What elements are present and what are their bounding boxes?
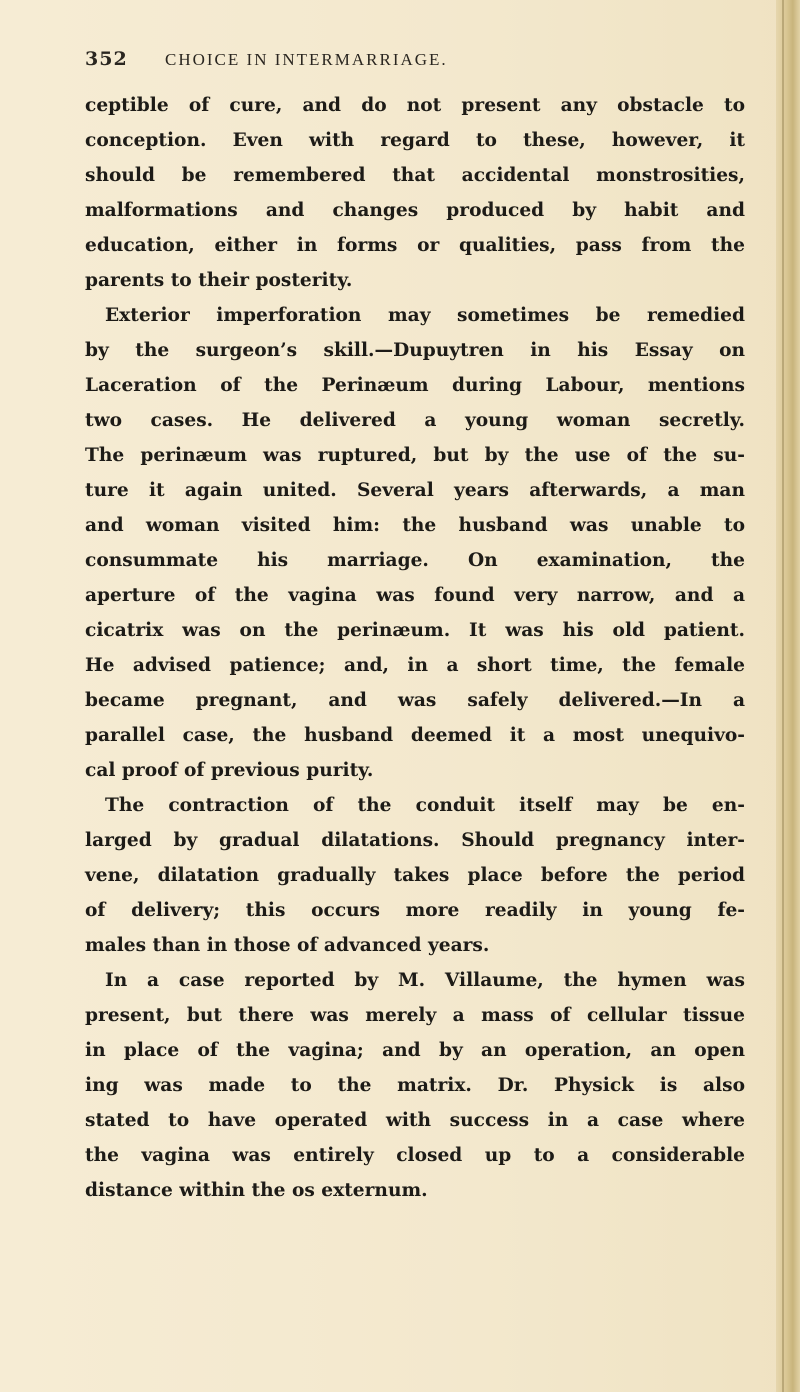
text-line: present, but there was merely a mass of cellular tissue <box>85 1005 745 1026</box>
running-head: CHOICE IN INTERMARRIAGE. <box>165 50 448 69</box>
text-line: cicatrix was on the perinæum. It was his old patient. <box>85 620 745 641</box>
page-edge <box>776 0 800 1392</box>
text-line: in place of the vagina; and by an operation, an open <box>85 1040 745 1061</box>
text-line: and woman visited him: the husband was unable to <box>85 515 745 536</box>
page-fold-line <box>782 0 784 1392</box>
text-line: In a case reported by M. Villaume, the hymen was <box>105 970 745 991</box>
text-line: The contraction of the conduit itself may be en- <box>105 795 745 816</box>
text-line: consummate his marriage. On examination, the <box>85 550 745 571</box>
text-line: should be remembered that accidental monstrosities, <box>85 165 745 186</box>
text-line: two cases. He delivered a young woman secretly. <box>85 410 745 431</box>
text-line: distance within the os externum. <box>85 1180 428 1201</box>
text-line: parents to their posterity. <box>85 270 353 291</box>
text-line: education, either in forms or qualities, pass from the <box>85 235 745 256</box>
text-line: stated to have operated with success in a case where <box>85 1110 745 1131</box>
body-text <box>85 88 745 1208</box>
text-line: cal proof of previous purity. <box>85 760 374 781</box>
text-line: ture it again united. Several years afterwards, a man <box>85 480 745 501</box>
page-header <box>85 48 745 78</box>
text-line: The perinæum was ruptured, but by the use of the su- <box>85 445 745 466</box>
text-line: ing was made to the matrix. Dr. Physick is also <box>85 1075 745 1096</box>
text-line: conception. Even with regard to these, however, it <box>85 130 745 151</box>
text-line: parallel case, the husband deemed it a most unequivo- <box>85 725 745 746</box>
text-line: aperture of the vagina was found very narrow, and a <box>85 585 745 606</box>
text-line: He advised patience; and, in a short time, the female <box>85 655 745 676</box>
text-line: malformations and changes produced by habit and <box>85 200 745 221</box>
text-line: vene, dilatation gradually takes place before the period <box>85 865 745 886</box>
text-line: became pregnant, and was safely delivered.—In a <box>85 690 745 711</box>
text-line: ceptible of cure, and do not present any obstacle to <box>85 95 745 116</box>
text-line: the vagina was entirely closed up to a considerable <box>85 1145 745 1166</box>
text-line: of delivery; this occurs more readily in young fe- <box>85 900 745 921</box>
page-number: 352 <box>85 48 128 70</box>
text-line: males than in those of advanced years. <box>85 935 490 956</box>
text-line: Laceration of the Perinæum during Labour, mentions <box>85 375 745 396</box>
text-line: by the surgeon’s skill.—Dupuytren in his Essay on <box>85 340 745 361</box>
text-line: larged by gradual dilatations. Should pregnancy inter- <box>85 830 745 851</box>
text-line: Exterior imperforation may sometimes be remedied <box>105 305 745 326</box>
